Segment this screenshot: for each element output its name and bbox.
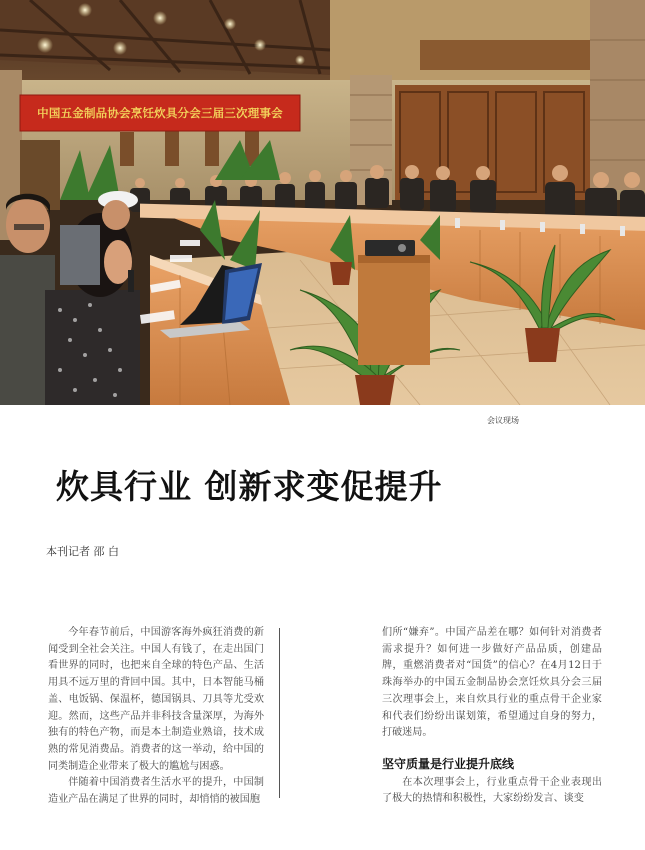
banner-text: 中国五金制品协会烹饪炊具分会三届三次理事会 (37, 106, 283, 120)
left-column (48, 625, 264, 809)
article-byline: 本刊记者 邵 白 (46, 545, 119, 558)
meeting-scene-illustration (0, 0, 645, 405)
paragraph: 在本次理事会上，行业重点骨干企业表现出了极大的热情和积极性，大家纷纷发言、谈变 (382, 776, 602, 805)
article-title: 炊具行业 创新求变促提升 (56, 467, 443, 506)
paragraph: 今年春节前后，中国游客海外疯狂消费的新闻受到全社会关注。中国人有钱了，在走出国门看世界的同时，也把来自全球的特色产品、生活用具不远万里的背回中国。其中，日本智能马桶盖、电饭锅、保温杯，德国锅具、刀具等尤受欢迎。然而，这些产品并非科技含量深厚，为海外独有的特色产物，而是本土制造业熟谙，技术成熟的常见消费品。消费者的这一举动，给中国的同类制造企业带来了极大的尴尬与困惑。 (48, 627, 264, 772)
paragraph: 们所“嫌弃”。中国产品差在哪？如何针对消费者需求提升？如何进一步做好产品品质，创建品牌，重燃消费者对“国货”的信心？在4月12日于珠海举办的中国五金制品协会烹饪炊具分会三届三次理事会上，来自炊具行业的重点骨干企业家和代表们纷纷出谋划策，希望通过自身的努力，打破迷局。 (382, 627, 602, 739)
column-divider (279, 628, 280, 798)
right-column (382, 625, 602, 808)
section-subheading: 坚守质量是行业提升底线 (382, 756, 515, 771)
meeting-photo (0, 0, 645, 405)
photo-caption: 会议现场 (487, 416, 519, 425)
paragraph: 伴随着中国消费者生活水平的提升，中国制造业产品在满足了世界的同时，却悄悄的被国胞 (48, 777, 264, 806)
